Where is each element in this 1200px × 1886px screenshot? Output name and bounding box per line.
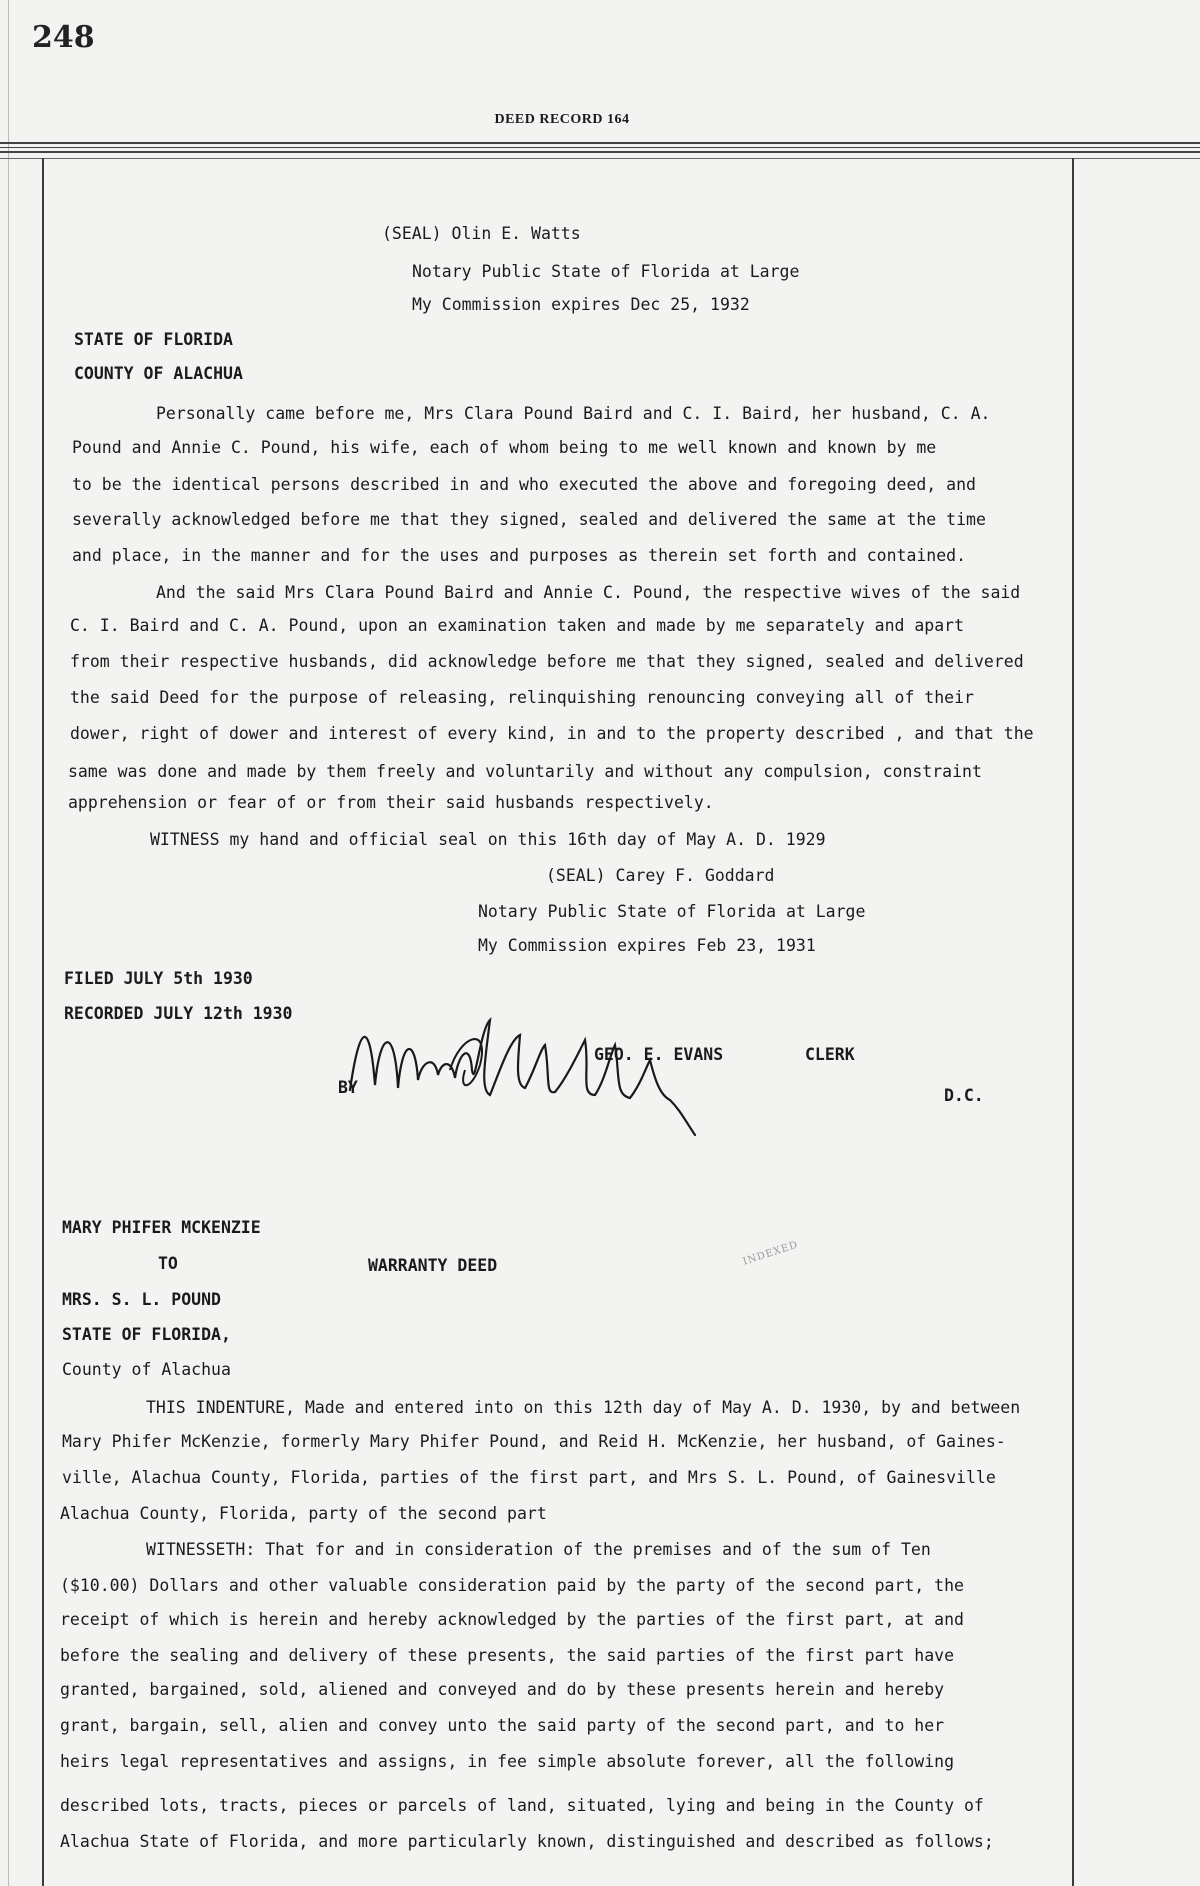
by-label: BY xyxy=(338,1078,358,1097)
deed-grantor: MARY PHIFER MCKENZIE xyxy=(62,1218,261,1237)
dc-label: D.C. xyxy=(944,1086,984,1105)
indexed-stamp: INDEXED xyxy=(741,1239,800,1268)
witnesseth-line: before the sealing and delivery of these presents, the said parties of the first part have xyxy=(60,1646,955,1665)
running-head: DEED RECORD 164 xyxy=(494,112,630,127)
ack-para2-line: dower, right of dower and interest of every kind, in and to the property described , and that the xyxy=(70,724,1034,743)
deed-county: County of Alachua xyxy=(62,1360,231,1379)
deed-title: WARRANTY DEED xyxy=(368,1256,498,1275)
ack-para1-line: and place, in the manner and for the uses and purposes as therein set forth and contained. xyxy=(72,546,967,565)
deed-grantee: MRS. S. L. POUND xyxy=(62,1290,221,1309)
witnesseth-line: grant, bargain, sell, alien and convey unto the said party of the second part, and to her xyxy=(60,1716,945,1735)
notary2-title: Notary Public State of Florida at Large xyxy=(478,902,866,921)
witnesseth-line: described lots, tracts, pieces or parcels of land, situated, lying and being in the County of xyxy=(60,1796,984,1815)
notary-title: Notary Public State of Florida at Large xyxy=(412,262,800,281)
witnesseth-line: Alachua State of Florida, and more particularly known, distinguished and described as follows; xyxy=(60,1832,994,1851)
deputy-clerk-signature xyxy=(340,1000,750,1140)
witnesseth-line: heirs legal representatives and assigns, in fee simple absolute forever, all the following xyxy=(60,1752,955,1771)
ack-para2-line: same was done and made by them freely and voluntarily and without any compulsion, constraint xyxy=(68,762,982,781)
witnesseth-line: granted, bargained, sold, aliened and conveyed and do by these presents herein and hereby xyxy=(60,1680,945,1699)
notary-seal-line: (SEAL) Olin E. Watts xyxy=(382,224,581,243)
page-edge xyxy=(8,0,9,1886)
right-margin-line xyxy=(1072,158,1074,1886)
witness-line: WITNESS my hand and official seal on this 16th day of May A. D. 1929 xyxy=(150,830,826,849)
witnesseth-line: receipt of which is herein and hereby acknowledged by the parties of the first part, at and xyxy=(60,1610,964,1629)
ack-para2-line: the said Deed for the purpose of releasing, relinquishing renouncing conveying all of their xyxy=(70,688,974,707)
ack-para1-line: to be the identical persons described in and who executed the above and foregoing deed, and xyxy=(72,475,976,494)
indenture-line: Alachua County, Florida, party of the second part xyxy=(60,1504,547,1523)
left-margin-line xyxy=(42,158,44,1886)
clerk-title: CLERK xyxy=(805,1045,855,1064)
indenture-line: Mary Phifer McKenzie, formerly Mary Phifer Pound, and Reid H. McKenzie, her husband, of Gaines- xyxy=(62,1432,1006,1451)
ack-para1-line: Pound and Annie C. Pound, his wife, each of whom being to me well known and known by me xyxy=(72,438,937,457)
notary-commission: My Commission expires Dec 25, 1932 xyxy=(412,295,750,314)
ack-state: STATE OF FLORIDA xyxy=(74,330,233,349)
indenture-line: ville, Alachua County, Florida, parties of the first part, and Mrs S. L. Pound, of Gainesville xyxy=(62,1468,996,1487)
deed-to: TO xyxy=(158,1254,178,1273)
recorded-date: RECORDED JULY 12th 1930 xyxy=(64,1004,293,1023)
ack-para1-line: severally acknowledged before me that they signed, sealed and delivered the same at the time xyxy=(72,510,986,529)
header-rule xyxy=(0,147,1200,148)
ack-para2-line: C. I. Baird and C. A. Pound, upon an examination taken and made by me separately and apart xyxy=(70,616,965,635)
header-rule xyxy=(0,151,1200,153)
ack-para1-line: Personally came before me, Mrs Clara Pound Baird and C. I. Baird, her husband, C. A. xyxy=(156,404,991,423)
ack-county: COUNTY OF ALACHUA xyxy=(74,364,243,383)
header-rule xyxy=(0,158,1200,159)
ack-para2-line: from their respective husbands, did acknowledge before me that they signed, sealed and delivered xyxy=(70,652,1024,671)
witnesseth-line: WITNESSETH: That for and in consideration of the premises and of the sum of Ten xyxy=(146,1540,931,1559)
ack-para2-line: And the said Mrs Clara Pound Baird and Annie C. Pound, the respective wives of the said xyxy=(156,583,1021,602)
filed-date: FILED JULY 5th 1930 xyxy=(64,969,253,988)
indenture-line: THIS INDENTURE, Made and entered into on this 12th day of May A. D. 1930, by and between xyxy=(146,1398,1021,1417)
notary2-seal-line: (SEAL) Carey F. Goddard xyxy=(546,866,775,885)
ack-para2-line: apprehension or fear of or from their said husbands respectively. xyxy=(68,793,714,812)
header-rule xyxy=(0,142,1200,144)
clerk-name: GEO. E. EVANS xyxy=(594,1045,724,1064)
deed-state: STATE OF FLORIDA, xyxy=(62,1325,231,1344)
page-number: 248 xyxy=(32,20,95,55)
witnesseth-line: ($10.00) Dollars and other valuable consideration paid by the party of the second part, the xyxy=(60,1576,964,1595)
notary2-commission: My Commission expires Feb 23, 1931 xyxy=(478,936,816,955)
